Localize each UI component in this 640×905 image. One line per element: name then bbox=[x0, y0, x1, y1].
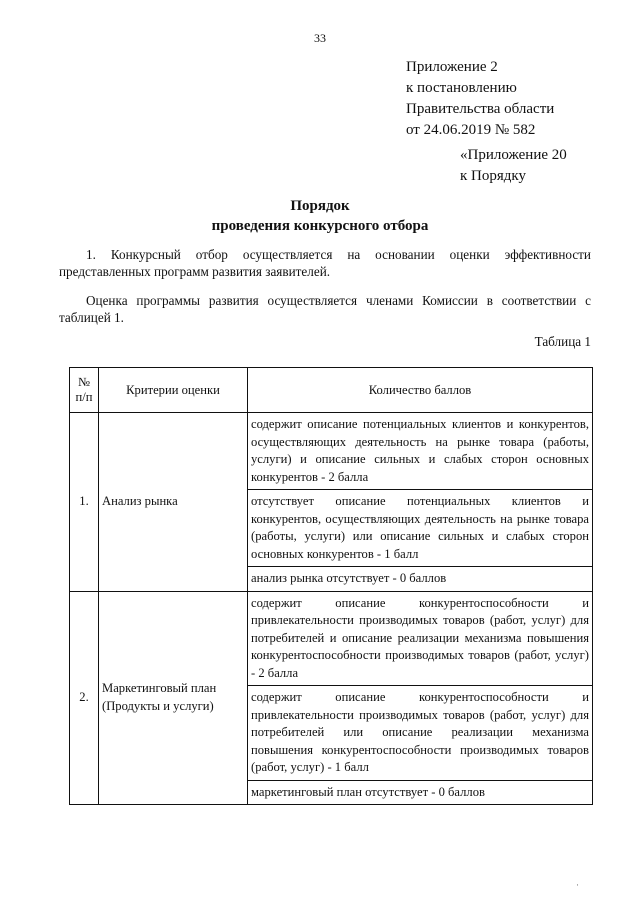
paragraph-1-line-1: 1. Конкурсный отбор осуществляется на основании оценки эффективности bbox=[86, 247, 591, 262]
paragraph-2-line-2: таблицей 1. bbox=[59, 310, 124, 325]
header-criteria: Критерии оценки bbox=[99, 368, 248, 413]
annex-reference bbox=[460, 145, 567, 187]
document-title bbox=[0, 196, 640, 236]
criterion-name: Анализ рынка bbox=[99, 413, 248, 592]
table-header-row bbox=[70, 368, 593, 413]
annex-ref-line: к Порядку bbox=[460, 168, 526, 184]
annex-line: Правительства области bbox=[406, 101, 555, 117]
table-row bbox=[70, 413, 593, 490]
annex-header bbox=[406, 57, 554, 141]
row-number: 2. bbox=[70, 591, 99, 805]
annex-ref-line: «Приложение 20 bbox=[460, 147, 567, 163]
points-option: содержит описание конкурентоспособности и привлекательности производимых товаров (работ, услуг) для потребителей или описание реализации механизма повышения конкурентоспособности производимых товаров (работ, услуг) - 1 балл bbox=[248, 686, 593, 781]
annex-line: к постановлению bbox=[406, 80, 517, 96]
annex-line: от 24.06.2019 № 582 bbox=[406, 122, 536, 138]
page-number: 33 bbox=[314, 31, 326, 45]
title-line: проведения конкурсного отбора bbox=[211, 218, 429, 234]
table-caption: Таблица 1 bbox=[534, 334, 591, 349]
paragraph-2-line-1: Оценка программы развития осуществляется членами Комиссии в соответствии с bbox=[86, 293, 591, 308]
criteria-table bbox=[69, 367, 593, 805]
title-line: Порядок bbox=[290, 198, 350, 214]
header-points: Количество баллов bbox=[248, 368, 593, 413]
scan-mark: · bbox=[576, 880, 579, 890]
points-option: содержит описание потенциальных клиентов и конкурентов, осуществляющих деятельность на рынке товара (работы, услуги) и описание сильных и слабых сторон основных конкурентов - 2 балла bbox=[248, 413, 593, 490]
annex-line: Приложение 2 bbox=[406, 59, 498, 75]
paragraph-1-line-2: представленных программ развития заявителей. bbox=[59, 264, 331, 279]
criterion-name: Маркетинговый план (Продукты и услуги) bbox=[99, 591, 248, 805]
table-row bbox=[70, 591, 593, 686]
points-option: маркетинговый план отсутствует - 0 баллов bbox=[248, 780, 593, 805]
points-option: анализ рынка отсутствует - 0 баллов bbox=[248, 567, 593, 592]
points-option: отсутствует описание потенциальных клиентов и конкурентов, осуществляющих деятельность на рынке товара (работы, услуги) или описание сильных и слабых сторон основных конкурентов - 1 балл bbox=[248, 490, 593, 567]
points-option: содержит описание конкурентоспособности и привлекательности производимых товаров (работ, услуг) для потребителей и описание реализации механизма повышения конкурентоспособности производимых товаров (работ, услуг) - 2 балла bbox=[248, 591, 593, 686]
row-number: 1. bbox=[70, 413, 99, 592]
header-num: № п/п bbox=[70, 368, 99, 413]
